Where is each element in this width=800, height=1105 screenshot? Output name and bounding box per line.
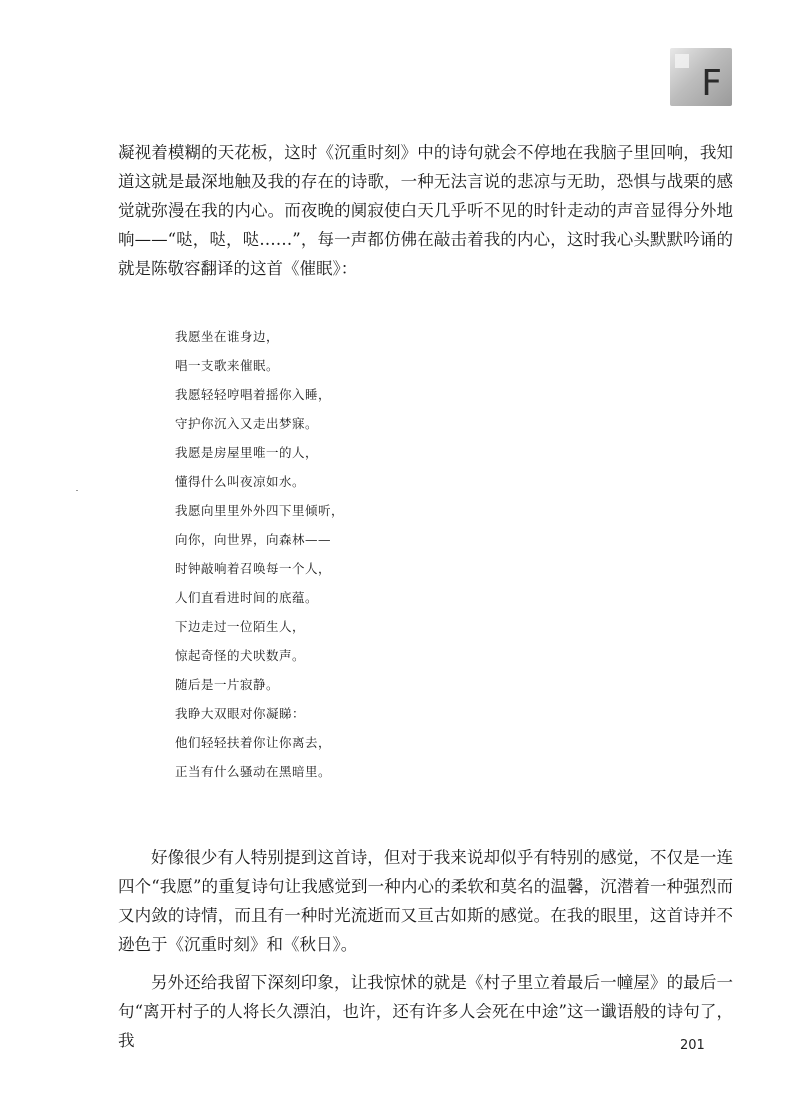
poem-line: 我愿轻轻哼唱着摇你入睡，	[175, 387, 332, 402]
poem-line: 随后是一片寂静。	[175, 677, 280, 692]
section-letter: F	[701, 63, 722, 104]
poem-line: 下边走过一位陌生人，	[175, 619, 306, 634]
poem-line: 正当有什么骚动在黑暗里。	[175, 764, 332, 779]
page-number: 201	[680, 1038, 705, 1053]
poem-line: 我愿坐在谁身边，	[175, 329, 280, 344]
poem-line: 我睁大双眼对你凝睇：	[175, 706, 306, 721]
poem-line: 我愿是房屋里唯一的人，	[175, 445, 319, 460]
body-paragraph-2: 好像很少有人特别提到这首诗，但对于我来说却似乎有特别的感觉，不仅是一连四个“我愿”的重复诗句让我感觉到一种内心的柔软和莫名的温馨，沉潜着一种强烈而又内敛的诗情，而且有一种时光流逝而又亘古如斯的感觉。在我的眼里，这首诗并不逊色于《沉重时刻》和《秋日》。	[118, 848, 733, 954]
poem-line: 人们直看进时间的底蕴。	[175, 590, 319, 605]
section-tab	[670, 48, 732, 106]
scan-speck	[76, 490, 78, 491]
poem-line: 他们轻轻扶着你让你离去，	[175, 735, 332, 750]
poem-line: 时钟敲响着召唤每一个人，	[175, 561, 332, 576]
poem-line: 惊起奇怪的犬吠数声。	[175, 648, 306, 663]
poem-line: 唱一支歌来催眠。	[175, 358, 280, 373]
poem-line: 我愿向里里外外四下里倾听，	[175, 503, 345, 518]
poem-line: 守护你沉入又走出梦寐。	[175, 416, 319, 431]
poem-block	[175, 322, 344, 786]
body-paragraph-1: 凝视着模糊的天花板，这时《沉重时刻》中的诗句就会不停地在我脑子里回响，我知道这就是最深地触及我的存在的诗歌，一种无法言说的悲凉与无助，恐惧与战栗的感觉就弥漫在我的内心。而夜晚的阒寂使白天几乎听不见的时针走动的声音显得分外地响——“哒，哒，哒……”，每一声都仿佛在敲击着我的内心，这时我心头默默吟诵的就是陈敬容翻译的这首《催眠》：	[118, 143, 733, 278]
poem-line: 向你，向世界，向森林——	[175, 532, 332, 547]
body-paragraph-3: 另外还给我留下深刻印象，让我惊怵的就是《村子里立着最后一幢屋》的最后一句“离开村子的人将长久漂泊，也许，还有许多人会死在中途”这一谶语般的诗句了，我	[118, 973, 733, 1050]
poem-line: 懂得什么叫夜凉如水。	[175, 474, 306, 489]
tab-decoration	[675, 54, 689, 68]
